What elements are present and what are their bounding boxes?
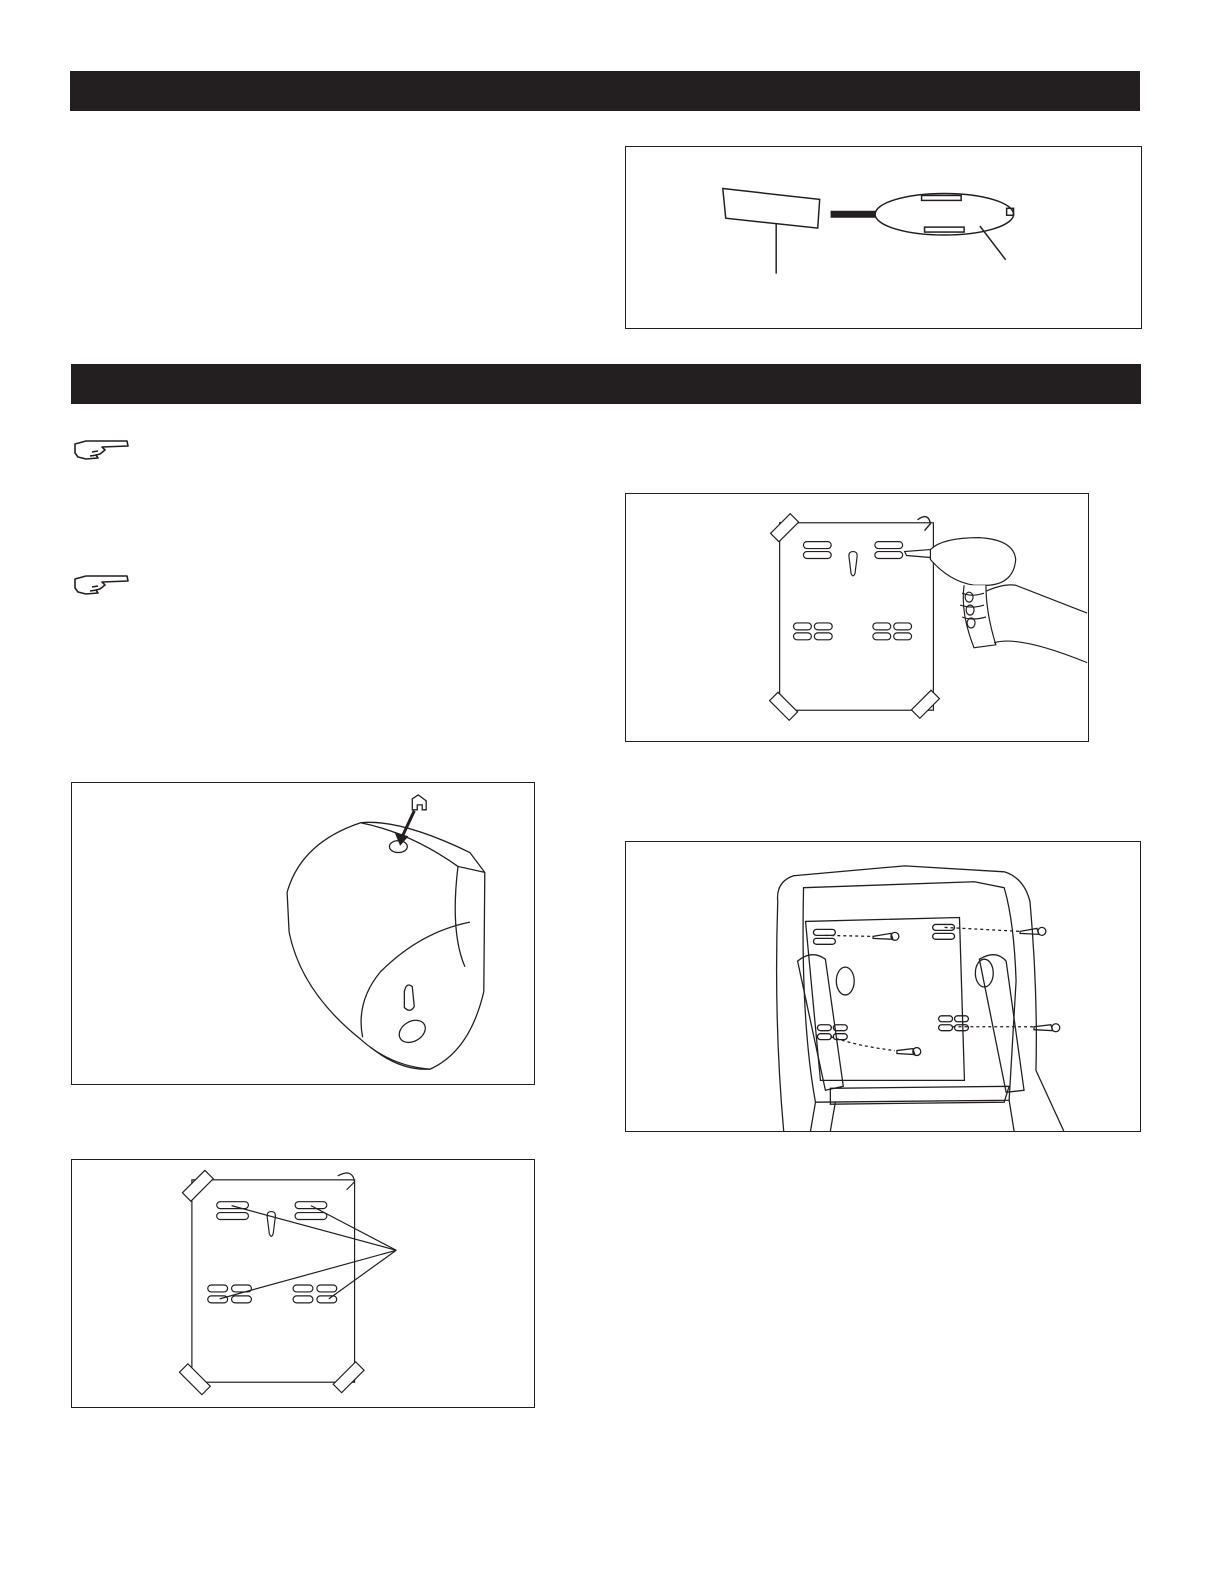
mounting-screws-figure [625, 841, 1141, 1132]
dispenser-unlock-figure [71, 782, 535, 1085]
section-header-bar-1 [70, 71, 1140, 111]
label-insert-figure [625, 146, 1142, 329]
wall-drilling-figure [625, 493, 1089, 742]
section-header-bar-2 [71, 364, 1141, 404]
template-holes-figure [71, 1159, 535, 1408]
pointing-hand-icon [72, 572, 130, 596]
pointing-hand-icon [72, 437, 130, 461]
